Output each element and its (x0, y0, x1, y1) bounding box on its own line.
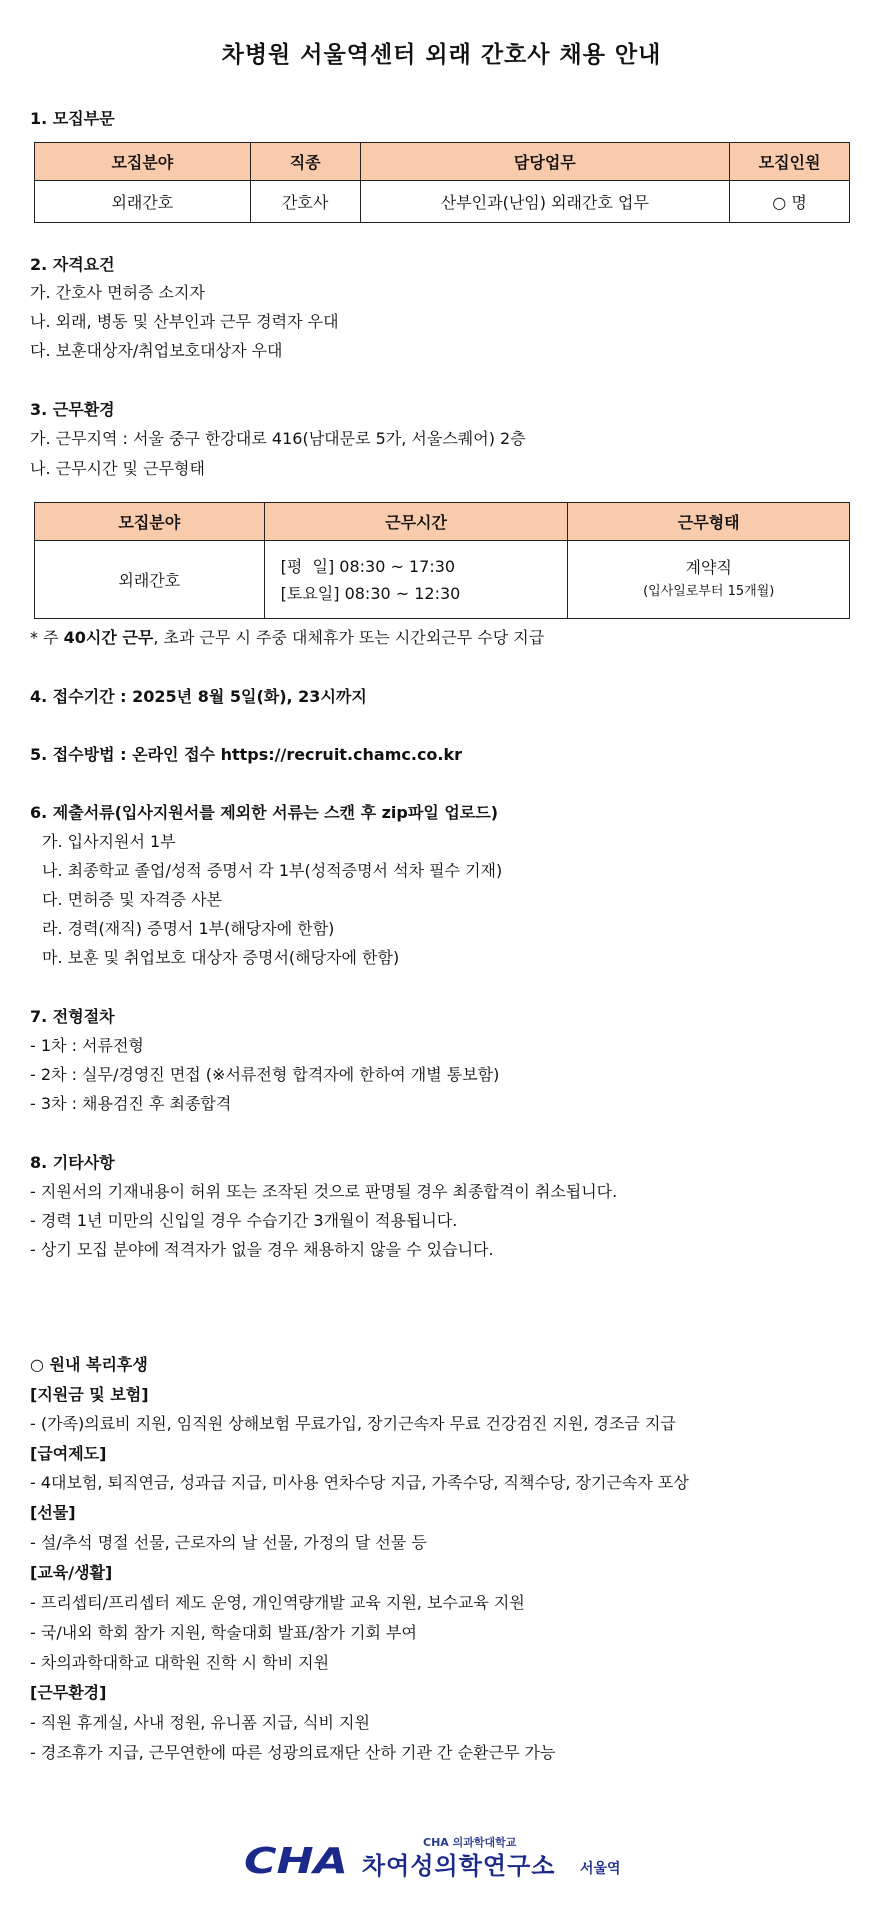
list-item: - 2차 : 실무/경영진 면접 (※서류전형 합격자에 한하여 개별 통보함) (30, 1065, 500, 1084)
list-item: 가. 근무지역 : 서울 중구 한강대로 416(남대문로 5가, 서울스퀘어) 2층 (30, 429, 526, 448)
table-cell: 산부인과(난임) 외래간호 업무 (360, 181, 730, 223)
list-item: - 설/추석 명절 선물, 근로자의 날 선물, 가정의 달 선물 등 (30, 1533, 427, 1552)
table-header: 근무시간 (264, 503, 568, 541)
table-cell: ○ 명 (730, 181, 850, 223)
section-heading-application-period: 4. 접수기간 : 2025년 8월 5일(화), 23시까지 (30, 687, 367, 706)
work-type-note: (입사일로부터 15개월) (643, 583, 775, 599)
welfare-group-title: [근무환경] (30, 1683, 107, 1702)
list-item: - 직원 휴게실, 사내 정원, 유니폼 지급, 식비 지원 (30, 1713, 370, 1732)
list-item: 가. 간호사 면허증 소지자 (30, 283, 205, 302)
welfare-group-title: [급여제도] (30, 1444, 107, 1463)
list-item: - (가족)의료비 지원, 임직원 상해보험 무료가입, 장기근속자 무료 건강검진 지원, 경조금 지급 (30, 1414, 676, 1433)
work-hours-note (30, 625, 544, 648)
note-bold: 40시간 근무 (63, 628, 154, 647)
location-label: 서울역 (580, 1861, 621, 1877)
recruit-field-table (34, 142, 850, 223)
list-item: 나. 근무시간 및 근무형태 (30, 459, 205, 478)
note-rest: , 초과 근무 시 주중 대체휴가 또는 시간외근무 수당 지급 (153, 628, 545, 647)
list-item: - 프리셉티/프리셉터 제도 운영, 개인역량개발 교육 지원, 보수교육 지원 (30, 1593, 525, 1612)
table-cell: 외래간호 (35, 181, 251, 223)
list-item: - 차의과학대학교 대학원 진학 시 학비 지원 (30, 1653, 330, 1672)
table-header: 모집분야 (35, 503, 265, 541)
section-heading-selection-process: 7. 전형절차 (30, 1007, 115, 1026)
table-header: 모집인원 (730, 143, 850, 181)
welfare-group-title: [교육/생활] (30, 1563, 113, 1582)
page-title: 차병원 서울역센터 외래 간호사 채용 안내 (221, 42, 662, 68)
work-type-cell (568, 541, 850, 619)
table-cell: 외래간호 (35, 541, 265, 619)
cha-logo-text: CHA (244, 1842, 348, 1876)
list-item: 나. 최종학교 졸업/성적 증명서 각 1부(성적증명서 석차 필수 기재) (42, 861, 503, 880)
section-heading-other-notes: 8. 기타사항 (30, 1153, 115, 1172)
table-header: 담당업무 (360, 143, 730, 181)
work-hours-cell (264, 541, 568, 619)
cha-logo-icon (244, 1842, 352, 1876)
list-item: - 경조휴가 지급, 근무연한에 따른 성광의료재단 산하 기관 간 순환근무 가능 (30, 1743, 556, 1762)
weekday-hours: [평 일] 08:30 ~ 17:30 (280, 556, 456, 576)
institute-name: 차여성의학연구소 (362, 1852, 556, 1880)
welfare-group-title: [선물] (30, 1503, 76, 1522)
list-item: 가. 입사지원서 1부 (42, 832, 176, 851)
list-item: - 국/내외 학회 참가 지원, 학술대회 발표/참가 기회 부여 (30, 1623, 417, 1642)
section-heading-work-environment: 3. 근무환경 (30, 400, 115, 419)
list-item: - 상기 모집 분야에 적격자가 없을 경우 채용하지 않을 수 있습니다. (30, 1240, 494, 1259)
table-header: 근무형태 (568, 503, 850, 541)
section-heading-qualifications: 2. 자격요건 (30, 255, 115, 274)
section-heading-recruit-field: 1. 모집부문 (30, 109, 115, 128)
list-item: 다. 보훈대상자/취업보호대상자 우대 (30, 341, 283, 360)
section-heading-welfare: ○ 원내 복리후생 (30, 1355, 148, 1374)
footer-logo (0, 1832, 883, 1882)
list-item: 라. 경력(재직) 증명서 1부(해당자에 한함) (42, 919, 335, 938)
list-item: - 지원서의 기재내용이 허위 또는 조작된 것으로 판명될 경우 최종합격이 취소됩니다. (30, 1182, 618, 1201)
list-item: - 1차 : 서류전형 (30, 1036, 144, 1055)
table-cell: 간호사 (250, 181, 360, 223)
table-header: 직종 (250, 143, 360, 181)
list-item: - 3차 : 채용검진 후 최종합격 (30, 1094, 232, 1113)
list-item: 마. 보훈 및 취업보호 대상자 증명서(해당자에 한함) (42, 948, 400, 967)
work-hours-table (34, 502, 850, 619)
list-item: 나. 외래, 병동 및 산부인과 근무 경력자 우대 (30, 312, 339, 331)
table-header: 모집분야 (35, 143, 251, 181)
university-name: CHA 의과학대학교 (423, 1836, 517, 1849)
list-item: 다. 면허증 및 자격증 사본 (42, 890, 222, 909)
list-item: - 경력 1년 미만의 신입일 경우 수습기간 3개월이 적용됩니다. (30, 1211, 458, 1230)
list-item: - 4대보험, 퇴직연금, 성과급 지급, 미사용 연차수당 지급, 가족수당, 직책수당, 장기근속자 포상 (30, 1473, 689, 1492)
section-heading-application-method: 5. 접수방법 : 온라인 접수 https://recruit.chamc.co.kr (30, 745, 463, 764)
work-type: 계약직 (685, 557, 732, 577)
welfare-group-title: [지원금 및 보험] (30, 1385, 149, 1404)
note-prefix: * 주 (30, 628, 64, 647)
saturday-hours: [토요일] 08:30 ~ 12:30 (280, 583, 461, 603)
section-heading-documents: 6. 제출서류(입사지원서를 제외한 서류는 스캔 후 zip파일 업로드) (30, 803, 499, 822)
